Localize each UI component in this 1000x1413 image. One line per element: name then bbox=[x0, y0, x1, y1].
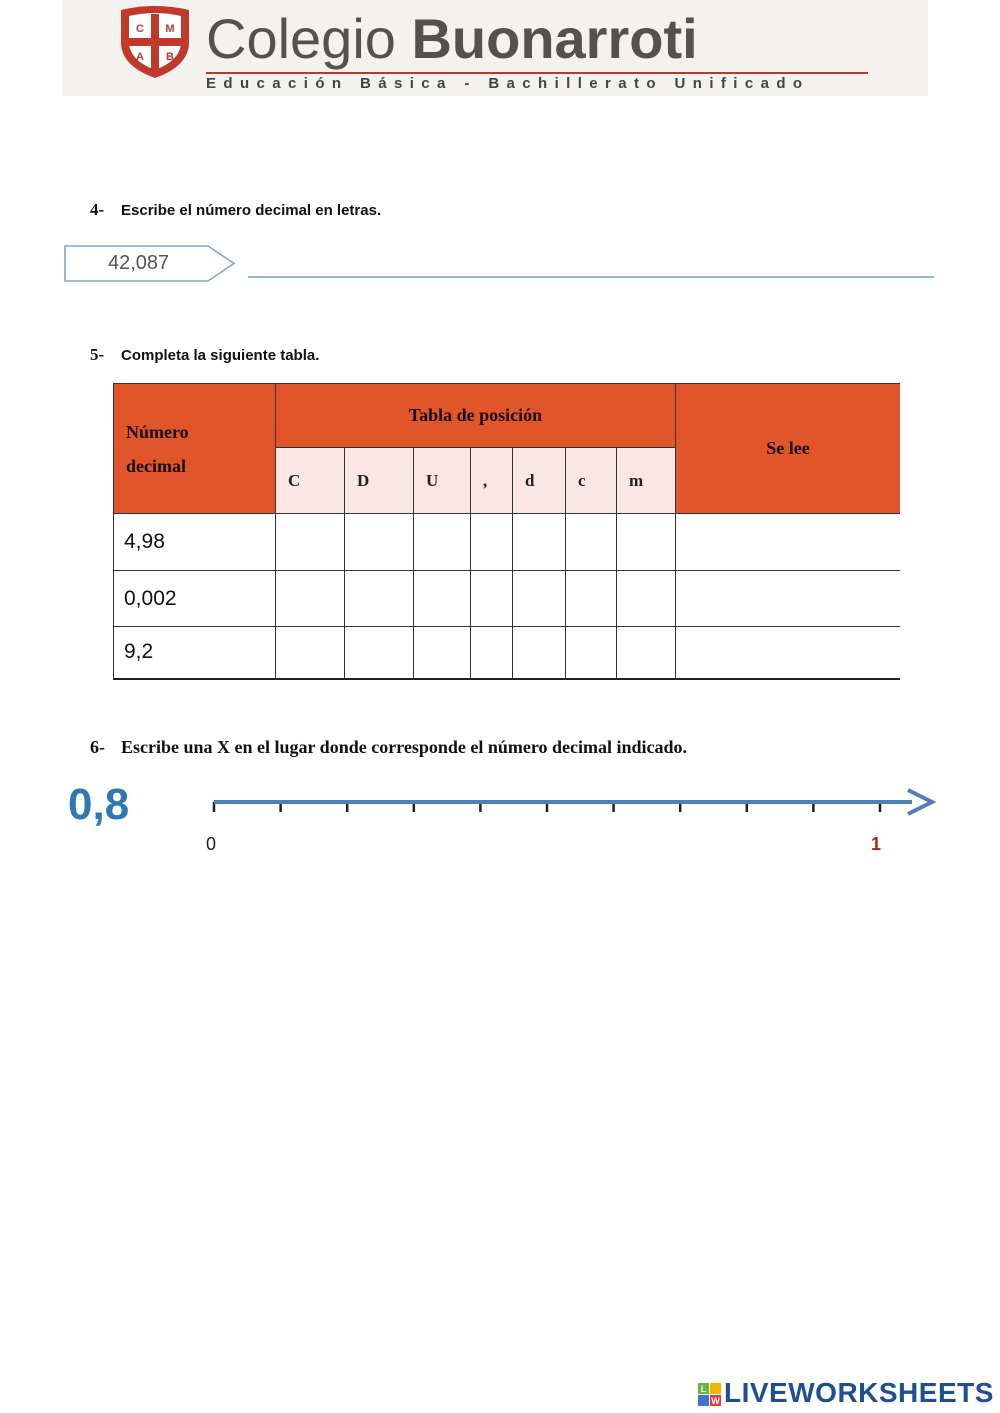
subcol-D: D bbox=[345, 448, 414, 514]
cell-input-m[interactable] bbox=[617, 627, 676, 679]
col-header-numero-decimal bbox=[114, 384, 276, 514]
table-row bbox=[114, 571, 901, 627]
cell-input-C[interactable] bbox=[276, 571, 345, 627]
cell-input-comma[interactable] bbox=[471, 571, 513, 627]
cell-input-c[interactable] bbox=[566, 514, 617, 571]
cell-input-D[interactable] bbox=[345, 627, 414, 679]
row-number-value: 9,2 bbox=[114, 627, 276, 679]
shield-letter: C bbox=[136, 23, 144, 35]
cell-input-c[interactable] bbox=[566, 627, 617, 679]
shield-letter: B bbox=[166, 51, 174, 63]
shield-letter: A bbox=[136, 51, 144, 63]
cell-input-c[interactable] bbox=[566, 571, 617, 627]
school-shield-logo bbox=[115, 4, 195, 80]
subcol-c: c bbox=[566, 448, 617, 514]
q4-instruction: Escribe el número decimal en letras. bbox=[121, 202, 382, 219]
place-value-table bbox=[113, 383, 900, 680]
table-row bbox=[114, 627, 901, 679]
subcol-U: U bbox=[414, 448, 471, 514]
school-name-part2: Buonarroti bbox=[411, 7, 698, 70]
q4-answer-field[interactable] bbox=[248, 276, 934, 278]
subcol-d: d bbox=[513, 448, 566, 514]
subcol-comma: , bbox=[471, 448, 513, 514]
q5-number: 5- bbox=[90, 345, 105, 364]
cell-input-d[interactable] bbox=[513, 627, 566, 679]
cell-input-comma[interactable] bbox=[471, 514, 513, 571]
row-number-value: 4,98 bbox=[114, 514, 276, 571]
cell-input-C[interactable] bbox=[276, 514, 345, 571]
subcol-m: m bbox=[617, 448, 676, 514]
liveworksheets-brand: LIVEWORKSHEETS bbox=[724, 1377, 994, 1408]
school-subtitle: Educación Básica - Bachillerato Unificado bbox=[206, 75, 810, 92]
svg-text:L: L bbox=[700, 1384, 707, 1394]
cell-input-se-lee[interactable] bbox=[676, 514, 901, 571]
shield-letter: M bbox=[165, 23, 175, 35]
table-row bbox=[114, 514, 901, 571]
q6-instruction: Escribe una X en el lugar donde corresponde el número decimal indicado. bbox=[121, 737, 688, 757]
q5-instruction: Completa la siguiente tabla. bbox=[121, 347, 320, 364]
q6-number: 6- bbox=[90, 737, 105, 757]
header-divider bbox=[206, 72, 868, 74]
cell-input-d[interactable] bbox=[513, 571, 566, 627]
cell-input-m[interactable] bbox=[617, 571, 676, 627]
cell-input-U[interactable] bbox=[414, 514, 471, 571]
cell-input-D[interactable] bbox=[345, 514, 414, 571]
cell-input-U[interactable] bbox=[414, 627, 471, 679]
school-name-part1: Colegio bbox=[206, 7, 412, 70]
number-line[interactable] bbox=[200, 785, 940, 825]
cell-input-comma[interactable] bbox=[471, 627, 513, 679]
cell-input-d[interactable] bbox=[513, 514, 566, 571]
q4-decimal-value: 42,087 bbox=[108, 252, 170, 274]
cell-input-D[interactable] bbox=[345, 571, 414, 627]
school-name bbox=[206, 6, 698, 72]
col-header-numero-line1: Número bbox=[126, 421, 189, 442]
number-line-start-label: 0 bbox=[206, 834, 217, 854]
col-header-numero-line2: decimal bbox=[126, 455, 186, 476]
cell-input-se-lee[interactable] bbox=[676, 571, 901, 627]
cell-input-C[interactable] bbox=[276, 627, 345, 679]
col-header-tabla-posicion: Tabla de posición bbox=[276, 384, 676, 448]
subcol-C: C bbox=[276, 448, 345, 514]
number-line-end-label: 1 bbox=[871, 834, 882, 854]
cell-input-m[interactable] bbox=[617, 514, 676, 571]
col-header-se-lee: Se lee bbox=[676, 384, 901, 514]
liveworksheets-logo-icon bbox=[698, 1380, 722, 1408]
cell-input-se-lee[interactable] bbox=[676, 627, 901, 679]
cell-input-U[interactable] bbox=[414, 571, 471, 627]
svg-text:W: W bbox=[711, 1396, 720, 1406]
q4-number: 4- bbox=[90, 200, 105, 219]
q6-decimal-value: 0,8 bbox=[68, 780, 130, 829]
row-number-value: 0,002 bbox=[114, 571, 276, 627]
